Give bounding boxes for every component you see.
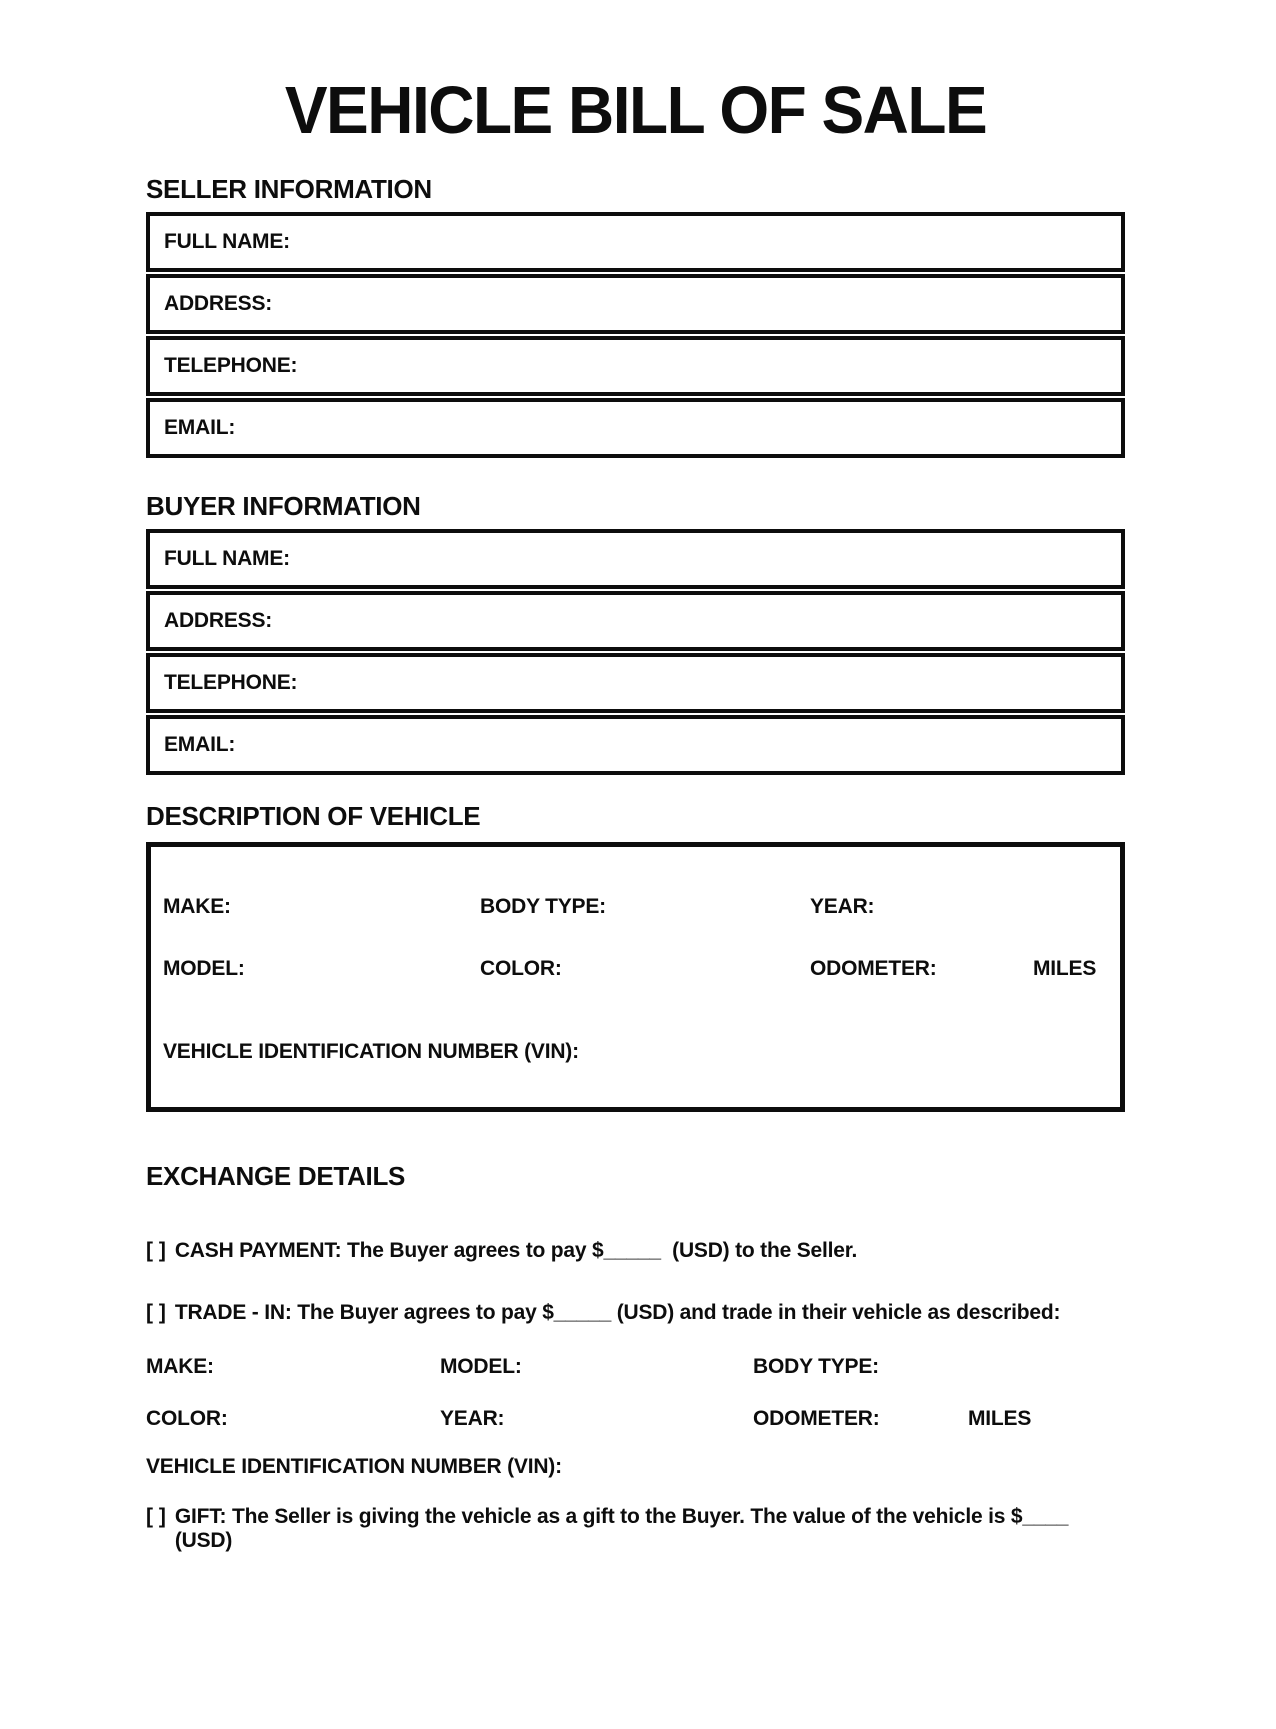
seller-info-box bbox=[146, 212, 1125, 458]
buyer-email-field[interactable] bbox=[146, 715, 1125, 775]
trade-in-text: TRADE - IN: The Buyer agrees to pay $_____ (USD) and trade in their vehicle as described: bbox=[174, 1301, 1061, 1324]
seller-email-label: EMAIL: bbox=[164, 416, 236, 439]
vehicle-row-2 bbox=[151, 957, 1120, 979]
document-page bbox=[0, 72, 1276, 1729]
vehicle-vin-row bbox=[151, 1040, 1120, 1062]
seller-telephone-label: TELEPHONE: bbox=[164, 354, 298, 377]
vehicle-body-type-label: BODY TYPE: bbox=[480, 895, 606, 918]
vehicle-odometer-label: ODOMETER: bbox=[810, 957, 937, 980]
page-title: VEHICLE BILL OF SALE bbox=[284, 72, 987, 148]
buyer-address-field[interactable] bbox=[146, 591, 1125, 651]
trade-make-label: MAKE: bbox=[146, 1355, 214, 1378]
cash-payment-checkbox[interactable]: [ ] bbox=[146, 1239, 166, 1262]
trade-in-option bbox=[146, 1301, 1125, 1325]
buyer-full-name-label: FULL NAME: bbox=[164, 547, 290, 570]
buyer-telephone-field[interactable] bbox=[146, 653, 1125, 713]
buyer-telephone-label: TELEPHONE: bbox=[164, 671, 298, 694]
buyer-full-name-field[interactable] bbox=[146, 529, 1125, 589]
trade-in-row-2[interactable] bbox=[146, 1407, 1125, 1431]
trade-model-label: MODEL: bbox=[440, 1355, 522, 1378]
cash-payment-text: CASH PAYMENT: The Buyer agrees to pay $_____ (USD) to the Seller. bbox=[174, 1239, 858, 1262]
buyer-email-label: EMAIL: bbox=[164, 733, 236, 756]
vehicle-row-1 bbox=[151, 895, 1120, 917]
gift-checkbox[interactable]: [ ] bbox=[146, 1505, 166, 1528]
exchange-section-heading: EXCHANGE DETAILS bbox=[146, 1161, 406, 1191]
vehicle-description-box[interactable] bbox=[146, 842, 1125, 1112]
vehicle-make-label: MAKE: bbox=[163, 895, 231, 918]
seller-address-label: ADDRESS: bbox=[164, 292, 273, 315]
trade-in-row-1[interactable] bbox=[146, 1355, 1125, 1379]
trade-vin-row[interactable] bbox=[146, 1455, 1125, 1479]
buyer-info-box bbox=[146, 529, 1125, 775]
seller-address-field[interactable] bbox=[146, 274, 1125, 334]
buyer-address-label: ADDRESS: bbox=[164, 609, 273, 632]
seller-full-name-field[interactable] bbox=[146, 212, 1125, 272]
gift-option bbox=[146, 1505, 1125, 1553]
buyer-section-heading: BUYER INFORMATION bbox=[146, 491, 421, 521]
trade-in-checkbox[interactable]: [ ] bbox=[146, 1301, 166, 1324]
trade-year-label: YEAR: bbox=[440, 1407, 505, 1430]
vehicle-section-heading: DESCRIPTION OF VEHICLE bbox=[146, 801, 481, 831]
seller-section-heading: SELLER INFORMATION bbox=[146, 174, 432, 204]
seller-full-name-label: FULL NAME: bbox=[164, 230, 290, 253]
seller-telephone-field[interactable] bbox=[146, 336, 1125, 396]
vehicle-vin-label: VEHICLE IDENTIFICATION NUMBER (VIN): bbox=[163, 1040, 579, 1063]
trade-color-label: COLOR: bbox=[146, 1407, 228, 1430]
vehicle-year-label: YEAR: bbox=[810, 895, 875, 918]
trade-odometer-label: ODOMETER: bbox=[753, 1407, 880, 1430]
trade-miles-label: MILES bbox=[968, 1407, 1032, 1430]
trade-vin-label: VEHICLE IDENTIFICATION NUMBER (VIN): bbox=[146, 1455, 562, 1478]
trade-body-type-label: BODY TYPE: bbox=[753, 1355, 879, 1378]
cash-payment-option bbox=[146, 1239, 1125, 1263]
vehicle-model-label: MODEL: bbox=[163, 957, 245, 980]
seller-email-field[interactable] bbox=[146, 398, 1125, 458]
gift-text: GIFT: The Seller is giving the vehicle as a gift to the Buyer. The value of the vehicle is $____ (USD) bbox=[174, 1505, 1074, 1552]
vehicle-color-label: COLOR: bbox=[480, 957, 562, 980]
vehicle-miles-label: MILES bbox=[1033, 957, 1097, 980]
